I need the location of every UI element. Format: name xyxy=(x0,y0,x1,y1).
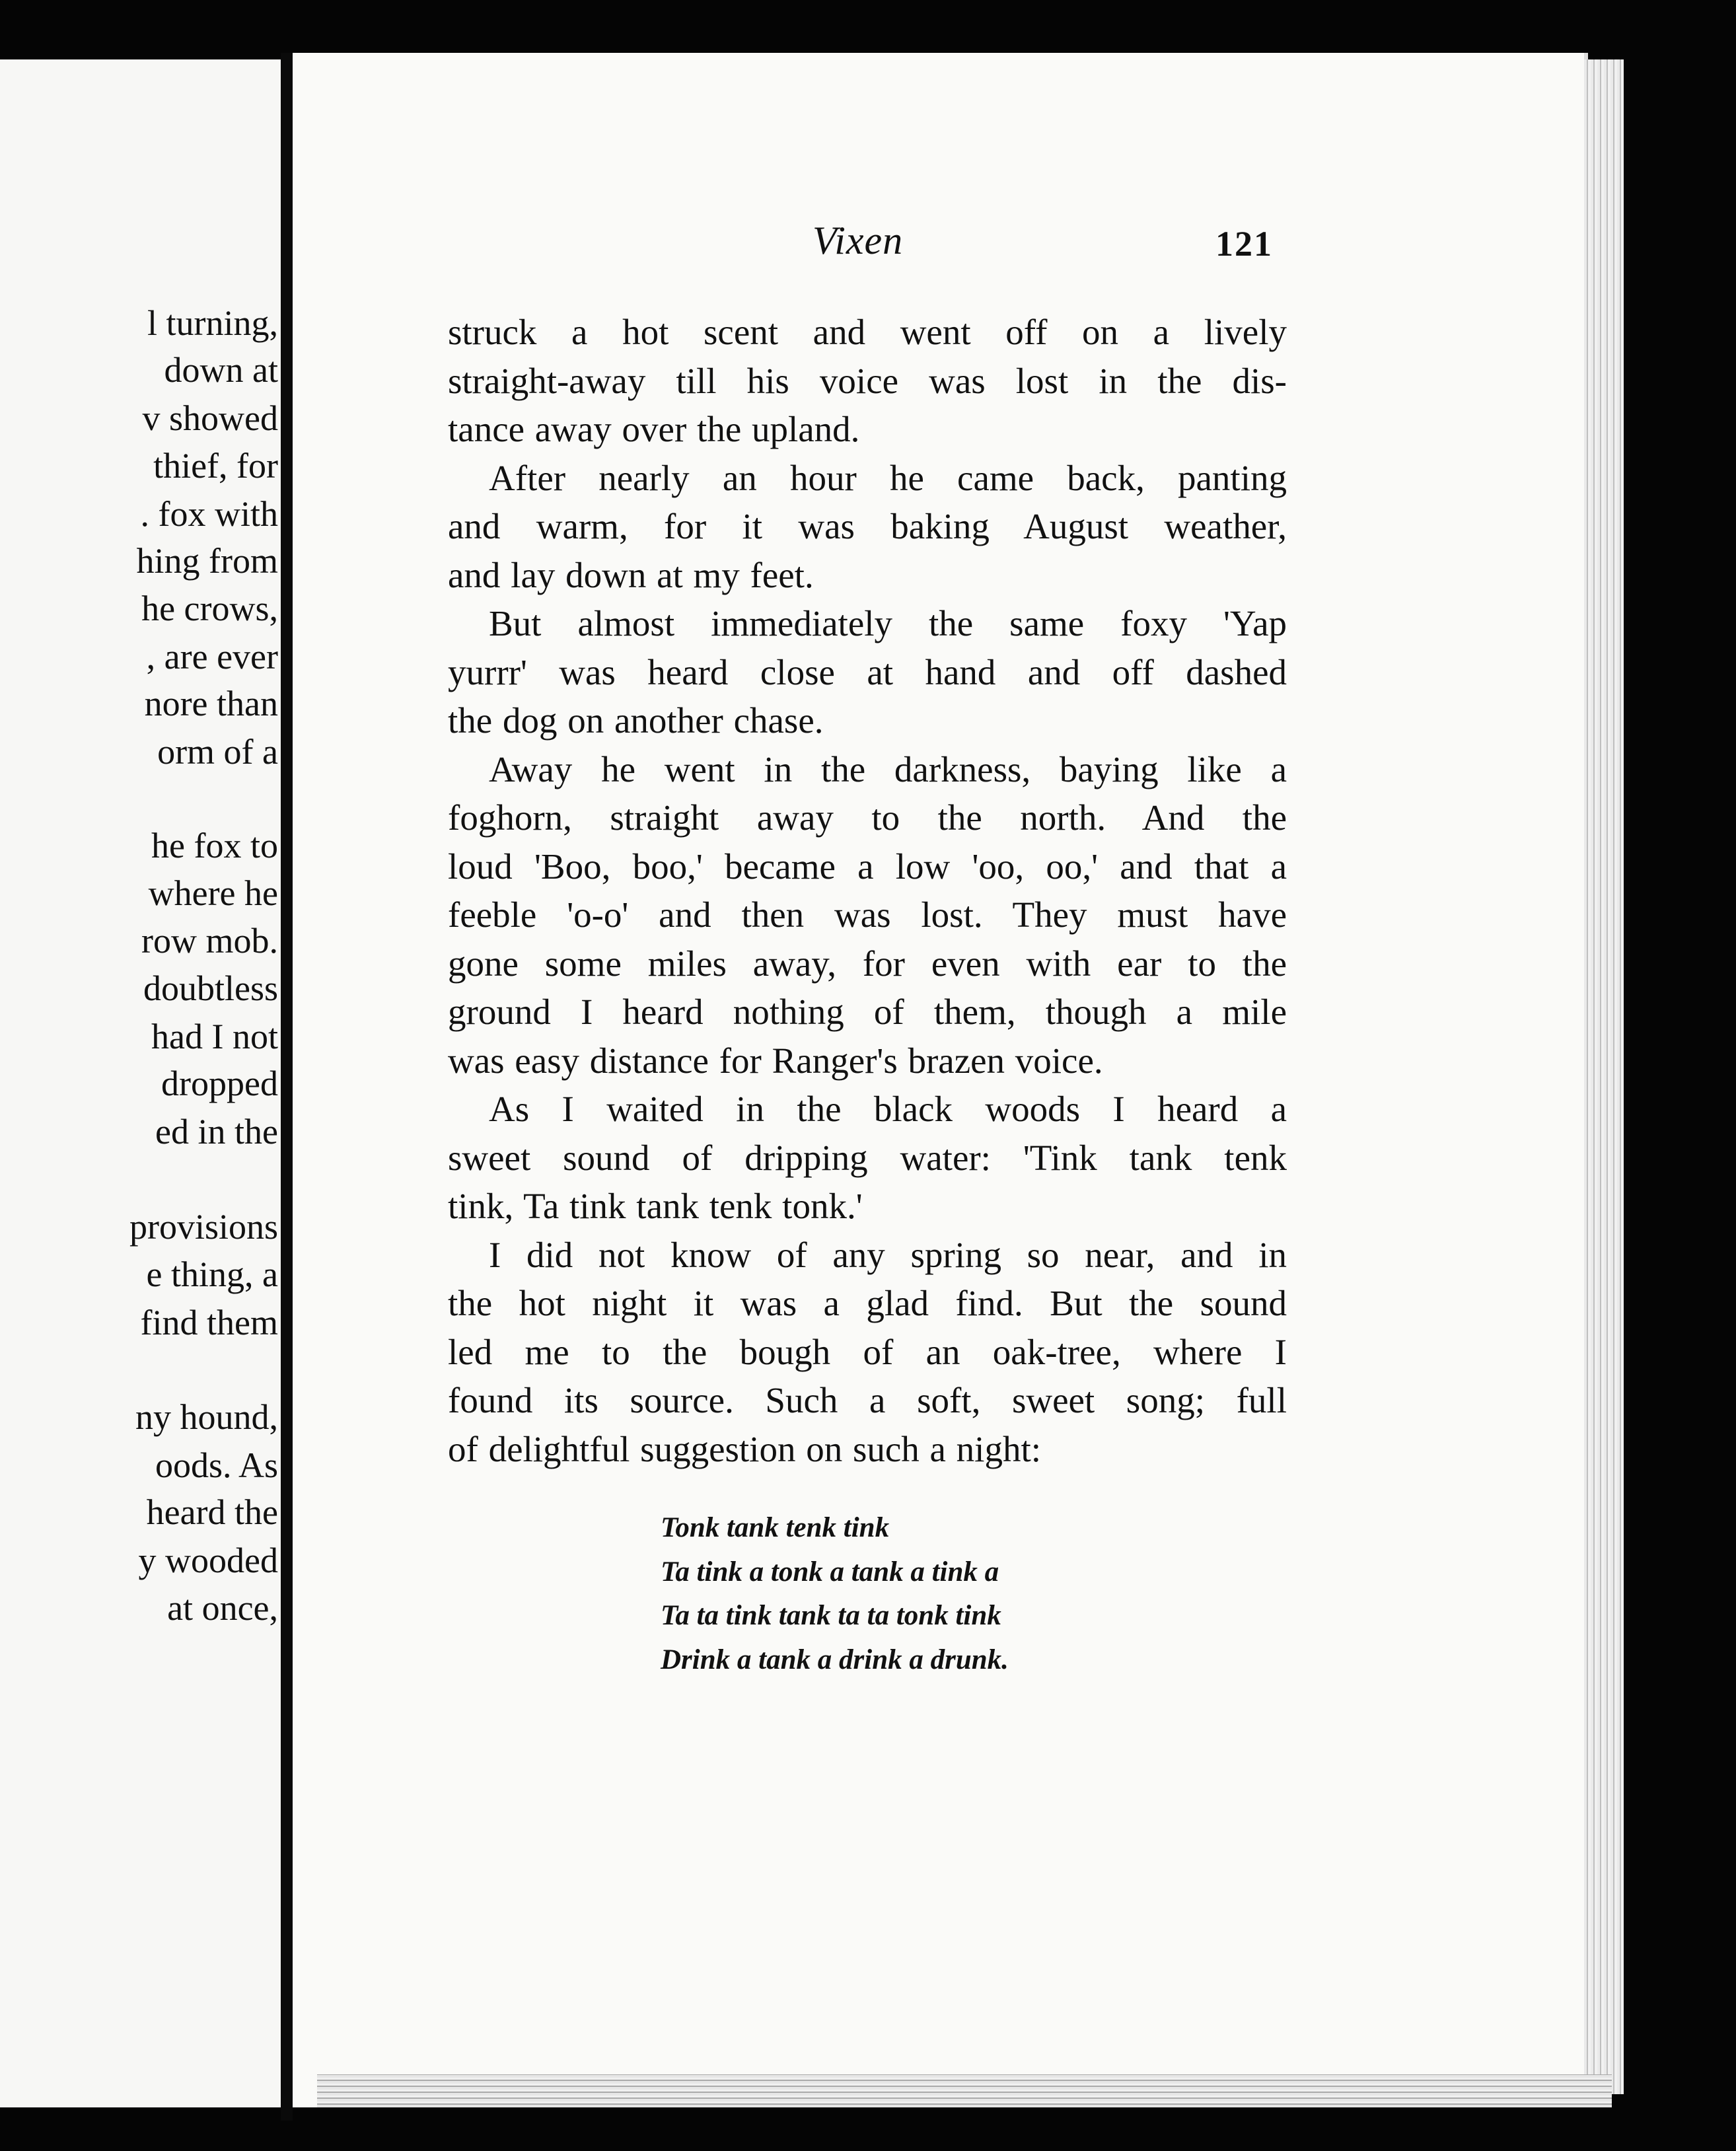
text-line: Away he went in the darkness, baying like a xyxy=(489,748,1287,789)
paragraph xyxy=(448,454,1287,600)
body-text xyxy=(448,308,1287,1473)
text-line: struck a hot scent and went off on a lively xyxy=(448,312,1287,352)
page-edges xyxy=(1584,59,1624,2094)
paragraph xyxy=(448,599,1287,745)
text-line: found its source. Such a soft, sweet song; full xyxy=(448,1380,1287,1420)
left-page-line: ny hound, xyxy=(135,1397,278,1437)
left-page xyxy=(0,59,281,2107)
paragraph xyxy=(448,1085,1287,1231)
left-page-line: hing from xyxy=(136,541,278,581)
verse-line: Tonk tank tenk tink xyxy=(661,1512,890,1543)
text-line: and warm, for it was baking August weather, xyxy=(448,506,1287,546)
text-line: But almost immediately the same foxy 'Yap xyxy=(489,603,1287,643)
left-page-line: y wooded xyxy=(138,1541,278,1580)
text-line: tance away over the upland. xyxy=(448,409,860,449)
left-page-line: he crows, xyxy=(141,589,278,628)
left-page-line: oods. As xyxy=(155,1445,278,1485)
verse-line: Drink a tank a drink a drunk. xyxy=(661,1644,1009,1675)
left-page-line: provisions xyxy=(129,1207,278,1247)
left-page-line: nore than xyxy=(144,684,278,723)
book-gutter xyxy=(281,53,293,2121)
left-page-line: down at xyxy=(164,350,278,390)
text-line: and lay down at my feet. xyxy=(448,554,814,595)
text-line: feeble 'o-o' and then was lost. They must have xyxy=(448,894,1287,935)
left-page-line: e thing, a xyxy=(146,1255,278,1294)
running-head: Vixen xyxy=(813,219,904,262)
text-line: of delightful suggestion on such a night: xyxy=(448,1428,1042,1469)
page-number: 121 xyxy=(1215,224,1273,264)
paragraph xyxy=(448,308,1287,454)
left-page-line: thief, for xyxy=(153,446,278,486)
verse-block xyxy=(661,1506,1009,1682)
text-line: After nearly an hour he came back, panting xyxy=(489,457,1287,498)
left-page-line: orm of a xyxy=(157,732,278,772)
text-line: the hot night it was a glad find. But the sound xyxy=(448,1283,1287,1323)
paragraph xyxy=(448,745,1287,1085)
text-line: foghorn, straight away to the north. And the xyxy=(448,797,1287,838)
page-bottom-edge xyxy=(317,2074,1612,2107)
left-page-line: find them xyxy=(140,1303,278,1342)
text-line: straight-away till his voice was lost in the dis- xyxy=(448,360,1287,401)
left-page-line: he fox to xyxy=(151,826,278,865)
text-line: the dog on another chase. xyxy=(448,700,824,741)
text-line: yurrr' was heard close at hand and off dashed xyxy=(448,651,1287,692)
verse-line: Ta ta tink tank ta ta tonk tink xyxy=(661,1600,1001,1631)
left-page-line: doubtless xyxy=(143,968,278,1008)
text-line: was easy distance for Ranger's brazen voice. xyxy=(448,1040,1103,1081)
left-page-line: row mob. xyxy=(141,921,278,961)
left-page-line: where he xyxy=(148,873,278,913)
text-line: gone some miles away, for even with ear to the xyxy=(448,943,1287,984)
left-page-line: v showed xyxy=(142,398,278,438)
left-page-line: . fox with xyxy=(140,494,278,534)
text-line: tink, Ta tink tank tenk tonk.' xyxy=(448,1186,863,1226)
text-line: loud 'Boo, boo,' became a low 'oo, oo,' and that a xyxy=(448,846,1287,887)
text-line: ground I heard nothing of them, though a mile xyxy=(448,992,1287,1032)
text-line: As I waited in the black woods I heard a xyxy=(489,1089,1287,1129)
left-page-line: l turning, xyxy=(147,303,278,343)
text-line: sweet sound of dripping water: 'Tink tank tenk xyxy=(448,1137,1287,1178)
paragraph xyxy=(448,1231,1287,1474)
left-page-line: had I not xyxy=(151,1017,278,1056)
verse-line: Ta tink a tonk a tank a tink a xyxy=(661,1556,999,1587)
text-line: I did not know of any spring so near, and in xyxy=(489,1234,1287,1275)
left-page-line: at once, xyxy=(167,1588,278,1628)
text-line: led me to the bough of an oak-tree, where I xyxy=(448,1331,1287,1372)
left-page-line: ed in the xyxy=(155,1112,278,1151)
left-page-line: heard the xyxy=(146,1492,278,1532)
left-page-line: dropped xyxy=(161,1064,278,1103)
left-page-line: , are ever xyxy=(146,637,278,676)
